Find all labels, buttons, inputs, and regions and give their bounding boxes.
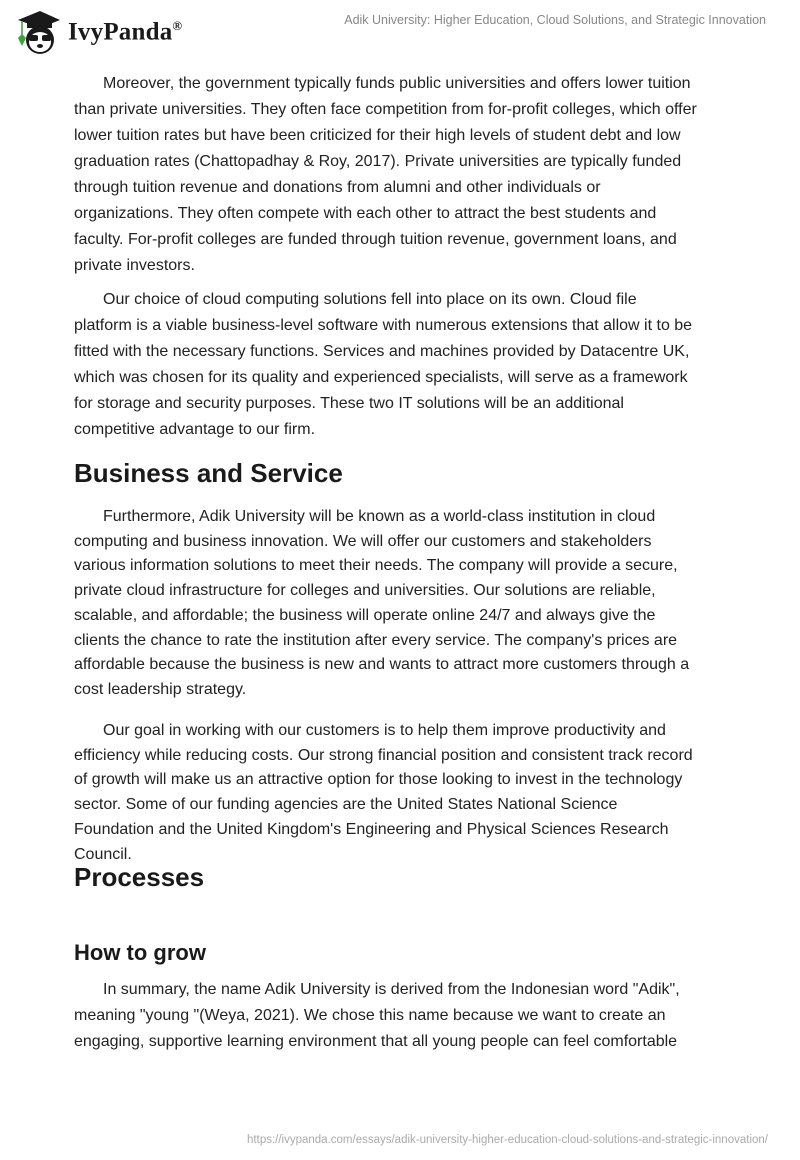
heading-processes: Processes bbox=[74, 862, 205, 892]
text-line: Moreover, the government typically funds public universities and offers lower tuition bbox=[103, 75, 691, 92]
text-line: Our choice of cloud computing solutions fell into place on its own. Cloud file bbox=[103, 291, 637, 308]
text-line: efficiency while reducing costs. Our strong financial position and consistent track record bbox=[74, 746, 693, 764]
text-line: private cloud infrastructure for colleges and universities. Our solutions are reliable, bbox=[74, 582, 656, 600]
paragraph-cloud-solutions bbox=[74, 287, 754, 443]
text-line: sector. Some of our funding agencies are the United States National Science bbox=[74, 796, 618, 814]
text-line: In summary, the name Adik University is derived from the Indonesian word "Adik", bbox=[103, 981, 680, 998]
text-line: fitted with the necessary functions. Services and machines provided by Datacentre UK, bbox=[74, 343, 690, 360]
text-line: affordable because the business is new and wants to attract more customers through a bbox=[74, 656, 690, 674]
text-line: platform is a viable business-level software with numerous extensions that allow it to be bbox=[74, 317, 693, 334]
text-line: faculty. For-profit colleges are funded through tuition revenue, government loans, and bbox=[74, 231, 677, 248]
text-line: through tuition revenue and donations from alumni and other individuals or bbox=[74, 179, 601, 196]
logo-wordmark: IvyPanda bbox=[68, 18, 173, 46]
text-line: Foundation and the United Kingdom's Engineering and Physical Sciences Research bbox=[74, 820, 669, 838]
text-line: private investors. bbox=[74, 257, 195, 274]
panda-graduate-icon bbox=[14, 8, 62, 56]
text-line: graduation rates (Chattopadhay & Roy, 2017). Private universities are typically funded bbox=[74, 153, 682, 170]
paragraph-goal bbox=[74, 719, 754, 867]
text-line: scalable, and affordable; the business will operate online 24/7 and always give the bbox=[74, 606, 656, 624]
logo-text bbox=[68, 18, 182, 46]
text-line: lower tuition rates but have been criticized for their high levels of student debt and low bbox=[74, 127, 681, 144]
text-line: Furthermore, Adik University will be known as a world-class institution in cloud bbox=[103, 508, 656, 525]
source-url-link[interactable]: https://ivypanda.com/essays/adik-university-higher-education-cloud-solutions-and-strategic-innovation/ bbox=[247, 1134, 768, 1146]
heading-business-and-service: Business and Service bbox=[74, 458, 343, 488]
text-line: than private universities. They often face competition from for-profit colleges, which offer bbox=[74, 101, 697, 118]
text-line: engaging, supportive learning environment that all young people can feel comfortable bbox=[74, 1033, 678, 1050]
heading-how-to-grow: How to grow bbox=[74, 940, 206, 965]
text-line: meaning "young "(Weya, 2021). We chose this name because we want to create an bbox=[74, 1007, 666, 1024]
text-line: which was chosen for its quality and experienced specialists, will serve as a framework bbox=[74, 369, 688, 386]
registered-mark: ® bbox=[172, 17, 183, 33]
paragraph-business bbox=[74, 505, 754, 703]
text-line: Council. bbox=[74, 845, 132, 863]
text-line: various information solutions to meet their needs. The company will provide a secure, bbox=[74, 557, 678, 575]
text-line: organizations. They often compete with each other to attract the best students and bbox=[74, 205, 657, 222]
text-line: for storage and security purposes. These two IT solutions will be an additional bbox=[74, 395, 624, 412]
ivypanda-logo[interactable] bbox=[14, 8, 182, 56]
text-line: cost leadership strategy. bbox=[74, 680, 247, 698]
paragraph-public-universities bbox=[74, 71, 754, 279]
document-title: Adik University: Higher Education, Cloud Solutions, and Strategic Innovation bbox=[344, 13, 766, 27]
paragraph-summary bbox=[74, 977, 754, 1055]
text-line: computing and business innovation. We will offer our customers and stakeholders bbox=[74, 532, 652, 550]
text-line: competitive advantage to our firm. bbox=[74, 421, 316, 438]
text-line: Our goal in working with our customers is to help them improve productivity and bbox=[103, 722, 666, 739]
text-line: clients the chance to rate the institution after every service. The company's prices are bbox=[74, 631, 678, 649]
text-line: of growth will make us an attractive option for those looking to invest in the technology bbox=[74, 771, 683, 789]
